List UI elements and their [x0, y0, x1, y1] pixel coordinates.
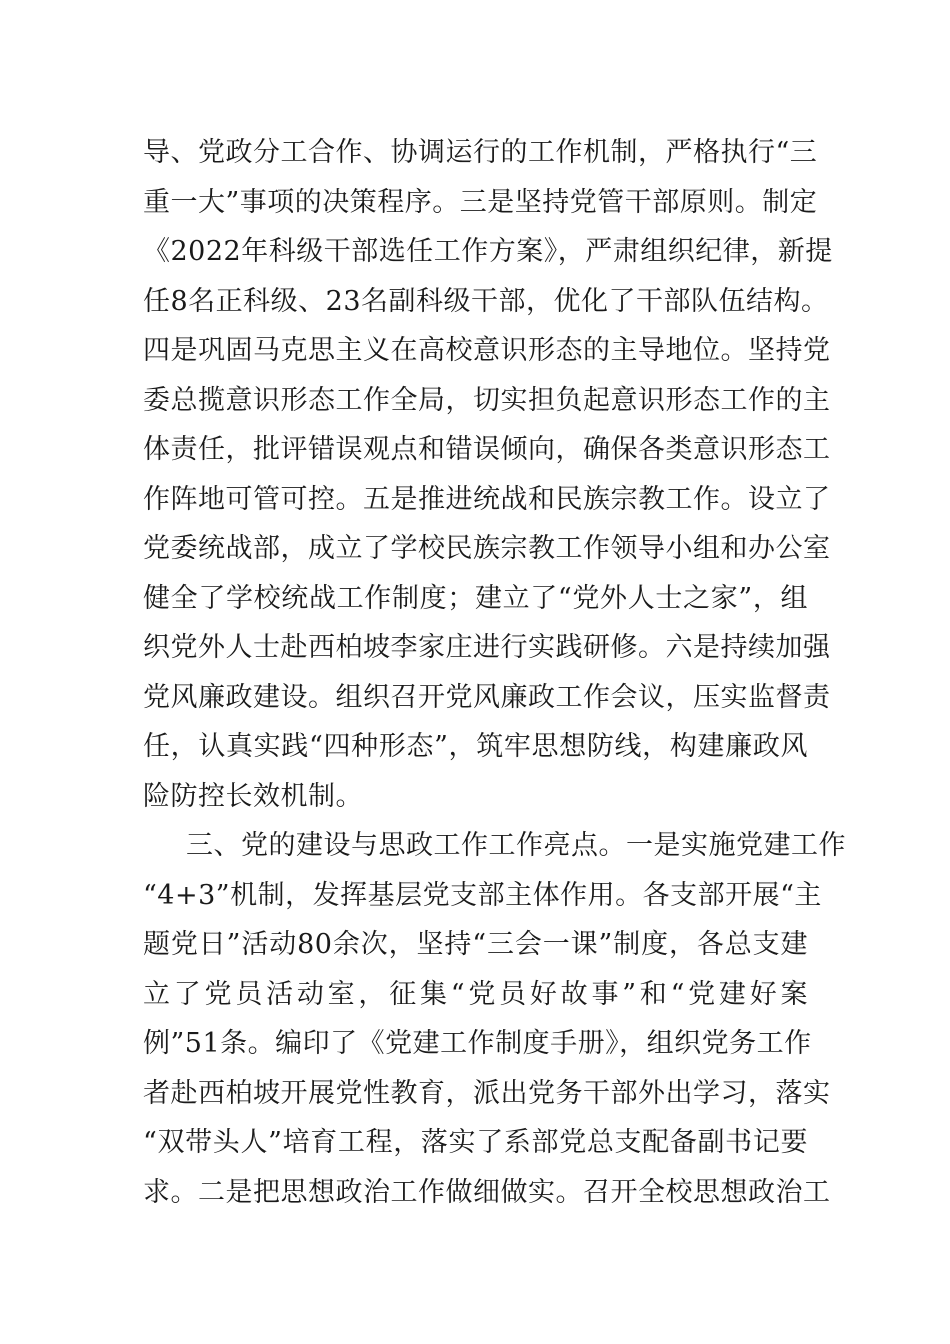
text-line: 求。二是把思想政治工作做细做实。召开全校思想政治工: [143, 1177, 831, 1208]
text-line: 作阵地可管可控。五是推进统战和民族宗教工作。设立了: [143, 484, 831, 515]
text-line: 立了党员活动室，征集“党员好故事”和“党建好案: [143, 979, 808, 1010]
text-line: “双带头人”培育工程，落实了系部党总支配备副书记要: [143, 1127, 808, 1158]
text-line: 者赴西柏坡开展党性教育，派出党务干部外出学习，落实: [143, 1078, 831, 1109]
text-line: 重一大”事项的决策程序。三是坚持党管干部原则。制定: [143, 187, 818, 218]
text-line: 任，认真实践“四种形态”，筑牢思想防线，构建廉政风: [143, 731, 808, 762]
text-line: 体责任，批评错误观点和错误倾向，确保各类意识形态工: [143, 434, 831, 465]
text-line: “4+3”机制，发挥基层党支部主体作用。各支部开展“主: [143, 880, 822, 911]
text-line: 党委统战部，成立了学校民族宗教工作领导小组和办公室: [143, 533, 831, 564]
text-line: 例”51条。编印了《党建工作制度手册》，组织党务工作: [143, 1028, 812, 1059]
text-line: 健全了学校统战工作制度；建立了“党外人士之家”，组: [143, 583, 808, 614]
text-line: 委总揽意识形态工作全局，切实担负起意识形态工作的主: [143, 385, 831, 416]
text-line: 导、党政分工合作、协调运行的工作机制，严格执行“三: [143, 137, 818, 168]
text-line: 党风廉政建设。组织召开党风廉政工作会议，压实监督责: [143, 682, 831, 713]
text-line: 任8名正科级、23名副科级干部，优化了干部队伍结构。: [143, 286, 829, 317]
text-line: 险防控长效机制。: [143, 781, 363, 812]
text-line: 织党外人士赴西柏坡李家庄进行实践研修。六是持续加强: [143, 632, 831, 663]
text-line: 四是巩固马克思主义在高校意识形态的主导地位。坚持党: [143, 335, 831, 366]
text-line: 题党日”活动80余次，坚持“三会一课”制度，各总支建: [143, 929, 808, 960]
paragraph-start-line: 三、党的建设与思政工作工作亮点。一是实施党建工作: [186, 830, 846, 861]
text-line: 《2022年科级干部选任工作方案》，严肃组织纪律，新提: [143, 236, 833, 267]
